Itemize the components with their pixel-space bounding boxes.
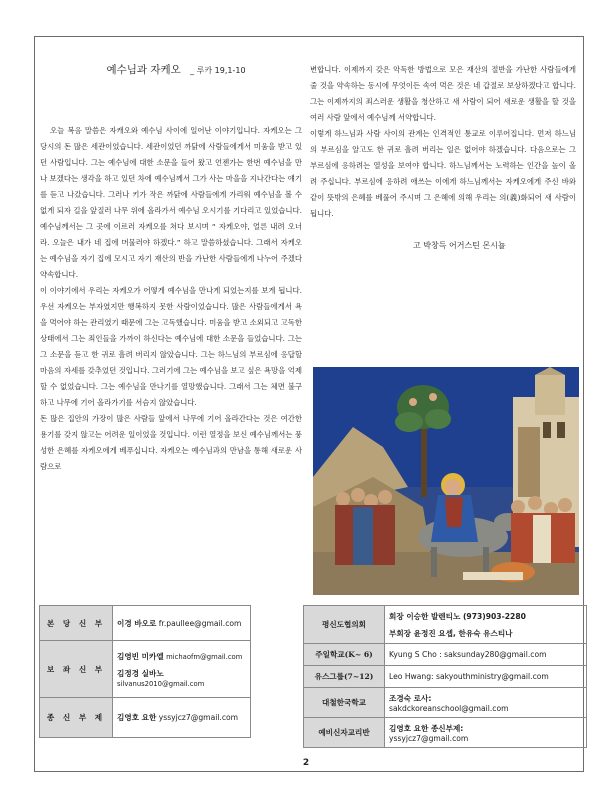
- row-label: 평신도협의회: [304, 606, 385, 644]
- contact-email: michaofm@gmail.com: [166, 652, 243, 661]
- row-label: 종 신 부 제: [40, 698, 113, 738]
- row-value: [113, 606, 251, 641]
- sermon-paragraph: 오늘 복음 말씀은 자캐오와 예수님 사이에 일어난 이야기입니다. 자케오는 그 당시의 돈 많은 세관이었습니다. 세관이었던 까닭에 사람들에게서 미움을 받고 있던 사람입니다. 그는 예수님에 대한 소문을 들어 왔고 언젠가는 한번 예수님을 만나 보겠다는 생각을 하고 있던 차에 예수님께서 그가 사는 마을을 지나간다는 얘기를 듣고 나갔습니다. 그러나 키가 작은 까닭에 사람들에게 가리워 예수님을 볼 수 없게 되자 길을 앞질러 나무 위에 올라가서 예수님 오시기를 기다리고 있었습니다. 예수님께서는 그 곳에 이르러 자케오를 쳐다 보시며 “ 자케오야, 얼른 내려 오너라. 오늘은 내가 네 집에 머물러야 하겠다.” 하고 말씀하셨습니다. 그래서 자케오는 예수님을 자기 집에 모시고 자기 재산의 반을 가난한 사람들에게 나누어 주겠다 약속합니다.: [40, 126, 302, 279]
- row-value: [113, 641, 251, 698]
- sermon-body-left: [40, 123, 302, 475]
- sermon-body-right: [308, 62, 576, 222]
- row-label: 대철한국학교: [304, 688, 385, 718]
- row-label: 주일학교(K~ 6): [304, 644, 385, 666]
- row-value: [385, 718, 587, 748]
- table-row: [40, 698, 251, 738]
- contact-email: fr.paullee@gmail.com: [158, 618, 242, 628]
- sermon-title-line: [50, 62, 302, 77]
- contact-email: yssyjcz7@gmail.com: [158, 713, 239, 722]
- table-row: [40, 641, 251, 698]
- table-row: [304, 644, 587, 666]
- contact-name: 김정경 실바노: [117, 668, 164, 678]
- contact-line: 회장 이승한 발렌티노 (973)903-2280: [389, 611, 526, 621]
- sermon-left-column: [40, 62, 302, 475]
- parish-groups-table: [303, 605, 587, 748]
- row-value: [385, 606, 587, 644]
- sermon-title: 예수님과 자케오: [106, 64, 181, 76]
- contact-line: yssyjcz7@gmail.com: [389, 733, 469, 743]
- sermon-paragraph: 이렇게 하느님과 사람 사이의 관계는 인격적인 통교로 이루어집니다. 먼저 하느님의 부르심을 알고도 한 귀로 흘려 버리는 일은 없어야 하겠습니다. 다음으로는 그 부르심에 응하려는 열성을 보여야 합니다. 하느님께서는 노력하는 인간을 높이 올려 주십니다. 부르심에 응하려 애쓰는 이에게 하느님께서는 자케오에게 주신 바와 같이 뜻밖의 은혜를 베풀어 주시며 그 은혜에 의해 우리는 의(義)화되어 새 사람이 됩니다.: [310, 129, 576, 218]
- scripture-reference: _ 루카 19,1-10: [190, 66, 246, 75]
- entry-into-jerusalem-painting: [313, 367, 579, 595]
- page-number: 2: [302, 758, 310, 768]
- row-label: 예비신자교리반: [304, 718, 385, 748]
- row-value: Kyung S Cho : saksunday280@gmail.com: [385, 644, 587, 666]
- sermon-signature: 고 박창득 어거스틴 몬시뇰: [413, 241, 506, 250]
- row-value: Leo Hwang: sakyouthministry@gmail.com: [385, 666, 587, 688]
- sermon-right-column: [308, 62, 576, 251]
- contact-line: 부회장 윤정진 요셉, 한유숙 유스티나: [389, 628, 513, 638]
- row-value: [385, 688, 587, 718]
- sermon-paragraph: 변합니다. 이제까지 갖은 악독한 방법으로 모은 재산의 절반을 가난한 사람들에게 줄 것을 약속하는 동시에 무엇이든 속여 먹은 것은 네 갑절로 보상하겠다고 합니다. 그는 이제까지의 죄스러운 생활을 청산하고 새 사람이 되어 새로운 생활을 할 것을 여러 사람 앞에서 예수님께 서약합니다.: [310, 65, 576, 122]
- contact-name: 이경 바오로: [117, 618, 157, 628]
- table-row: [40, 606, 251, 641]
- row-label: 유스그룹(7~12): [304, 666, 385, 688]
- contact-line: sakdckoreanschool@gmail.com: [389, 703, 509, 713]
- sermon-paragraph: 이 이야기에서 우리는 자케오가 어떻게 예수님을 만나게 되었는지를 보게 됩니다. 우선 자케오는 부자였지만 행복하지 못한 사람이었습니다. 많은 사람들에게서 욕을 먹어야 하는 관리였기 때문에 그는 고독했습니다. 미움을 받고 소외되고 고독한 상태에서 그는 죄인들을 가까이 하신다는 예수님에 대한 소문을 들었습니다. 그는 그 소문을 듣고 한 귀로 흘려 버리지 않았습니다. 그는 하느님의 부르심에 응답할 마음의 자세를 갖추었던 것입니다. 그러기에 그는 예수님을 보고 싶은 욕망을 억제할 수 없었습니다. 그는 예수님을 만나기를 열망했습니다. 그래서 그는 체면 불구하고 나무에 기어 올라가기를 서슴지 않았습니다.: [40, 286, 302, 407]
- contact-line: 김영호 요한 종신부제:: [389, 723, 464, 733]
- sermon-paragraph: 돈 많은 집안의 가장이 많은 사람들 앞에서 나무에 기어 올라간다는 것은 여간한 용기를 갖지 않고는 어려운 일이었을 것입니다. 이런 열정을 보신 예수님께서는 풍성한 은혜를 자케오에게 베푸십니다. 자케오는 예수님과의 만남을 통해 새로운 사람으로: [40, 414, 302, 471]
- contact-name: 김영호 요한: [117, 713, 157, 722]
- clergy-table: [39, 605, 251, 738]
- table-row: [304, 688, 587, 718]
- contact-name: 김영빈 미카엘: [117, 651, 164, 661]
- contact-line: 조경숙 로사:: [389, 693, 432, 703]
- row-label: 본 당 신 부: [40, 606, 113, 641]
- table-row: [304, 666, 587, 688]
- table-row: [304, 718, 587, 748]
- table-row: [304, 606, 587, 644]
- row-label: 보 좌 신 부: [40, 641, 113, 698]
- row-value: [113, 698, 251, 738]
- contact-email: silvanus2010@gmail.com: [117, 679, 205, 688]
